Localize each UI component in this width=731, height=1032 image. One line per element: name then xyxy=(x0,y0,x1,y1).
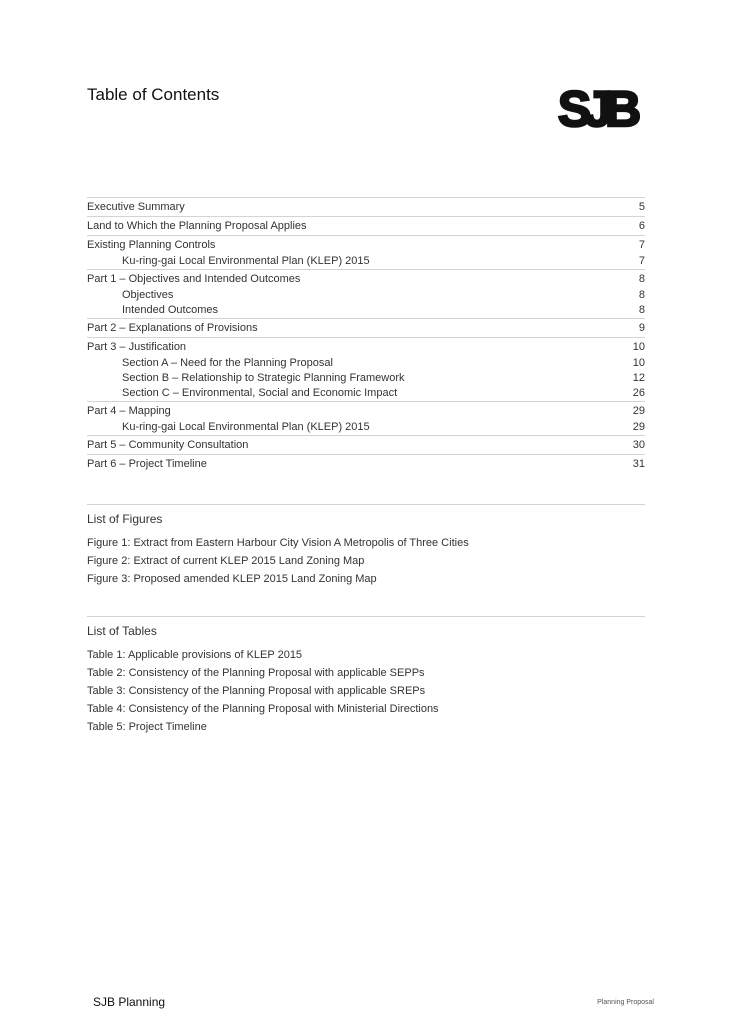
toc-page-number: 8 xyxy=(638,304,645,316)
toc-entry[interactable] xyxy=(87,198,645,216)
toc-page-number: 10 xyxy=(632,357,645,369)
toc-group xyxy=(87,236,645,270)
figure-list-item[interactable]: Figure 2: Extract of current KLEP 2015 Land Zoning Map xyxy=(87,555,365,567)
toc-entry-label: Ku-ring-gai Local Environmental Plan (KLEP) 2015 xyxy=(122,255,370,267)
toc-subentry[interactable] xyxy=(87,303,645,318)
table-list-item[interactable]: Table 5: Project Timeline xyxy=(87,721,207,733)
toc-entry-label: Land to Which the Planning Proposal Applies xyxy=(87,220,307,232)
toc-page-number: 9 xyxy=(638,322,645,334)
toc-subentry[interactable] xyxy=(87,356,645,371)
toc-entry[interactable] xyxy=(87,338,645,356)
toc-entry[interactable] xyxy=(87,455,645,473)
toc-subentry[interactable] xyxy=(87,254,645,269)
toc-entry[interactable] xyxy=(87,270,645,288)
toc-entry[interactable] xyxy=(87,402,645,420)
toc-page-number: 12 xyxy=(632,372,645,384)
toc-entry[interactable] xyxy=(87,319,645,337)
toc-entry-label: Executive Summary xyxy=(87,201,185,213)
toc-page-number: 7 xyxy=(638,239,645,251)
list-of-figures xyxy=(87,504,645,588)
toc-group xyxy=(87,270,645,319)
table-list-item[interactable]: Table 4: Consistency of the Planning Proposal with Ministerial Directions xyxy=(87,703,439,715)
toc-page-number: 8 xyxy=(638,273,645,285)
logo-text: SJB xyxy=(557,84,635,130)
table-list-item[interactable]: Table 1: Applicable provisions of KLEP 2015 xyxy=(87,649,303,661)
toc-subentry[interactable] xyxy=(87,288,645,303)
toc-entry-label: Intended Outcomes xyxy=(122,304,219,316)
toc-entry-label: Objectives xyxy=(122,289,174,301)
toc-page-number: 5 xyxy=(638,201,645,213)
toc-entry-label: Part 1 – Objectives and Intended Outcomes xyxy=(87,273,301,285)
tables-heading: List of Tables xyxy=(87,624,157,638)
toc-entry[interactable] xyxy=(87,217,645,235)
sjb-logo xyxy=(548,84,644,130)
toc-entry[interactable] xyxy=(87,236,645,254)
toc-entry-label: Part 3 – Justification xyxy=(87,341,187,353)
figure-list-item[interactable]: Figure 1: Extract from Eastern Harbour City Vision A Metropolis of Three Cities xyxy=(87,537,469,549)
footer-document-title: Planning Proposal xyxy=(597,999,654,1006)
toc-group xyxy=(87,198,645,217)
toc-subentry[interactable] xyxy=(87,420,645,435)
toc-group xyxy=(87,217,645,236)
toc-entry-label: Part 6 – Project Timeline xyxy=(87,458,207,470)
toc-page-number: 26 xyxy=(632,387,645,399)
figures-heading: List of Figures xyxy=(87,512,163,526)
toc-entry-label: Section B – Relationship to Strategic Planning Framework xyxy=(122,372,405,384)
toc-entry-label: Existing Planning Controls xyxy=(87,239,216,251)
toc-group xyxy=(87,402,645,436)
toc-page-number: 10 xyxy=(632,341,645,353)
toc-group xyxy=(87,319,645,338)
toc-entry-label: Part 4 – Mapping xyxy=(87,405,171,417)
toc-subentry[interactable] xyxy=(87,386,645,401)
page-title: Table of Contents xyxy=(87,85,220,104)
toc-page-number: 31 xyxy=(632,458,645,470)
list-of-tables xyxy=(87,616,645,736)
toc-group xyxy=(87,338,645,402)
toc-page-number: 30 xyxy=(632,439,645,451)
toc-entry-label: Section C – Environmental, Social and Economic Impact xyxy=(122,387,398,399)
toc-page-number: 6 xyxy=(638,220,645,232)
toc-entry-label: Ku-ring-gai Local Environmental Plan (KLEP) 2015 xyxy=(122,421,370,433)
toc-entry[interactable] xyxy=(87,436,645,454)
table-list-item[interactable]: Table 3: Consistency of the Planning Proposal with applicable SREPs xyxy=(87,685,426,697)
toc-entry-label: Section A – Need for the Planning Proposal xyxy=(122,357,333,369)
table-list-item[interactable]: Table 2: Consistency of the Planning Proposal with applicable SEPPs xyxy=(87,667,425,679)
figure-list-item[interactable]: Figure 3: Proposed amended KLEP 2015 Land Zoning Map xyxy=(87,573,377,585)
toc-entry-label: Part 2 – Explanations of Provisions xyxy=(87,322,258,334)
toc-subentry[interactable] xyxy=(87,371,645,386)
footer-company: SJB Planning xyxy=(93,995,166,1009)
toc-page-number: 7 xyxy=(638,255,645,267)
table-of-contents xyxy=(87,197,645,473)
toc-page-number: 29 xyxy=(632,405,645,417)
toc-page-number: 8 xyxy=(638,289,645,301)
toc-group xyxy=(87,455,645,473)
toc-group xyxy=(87,436,645,455)
toc-page-number: 29 xyxy=(632,421,645,433)
toc-entry-label: Part 5 – Community Consultation xyxy=(87,439,249,451)
